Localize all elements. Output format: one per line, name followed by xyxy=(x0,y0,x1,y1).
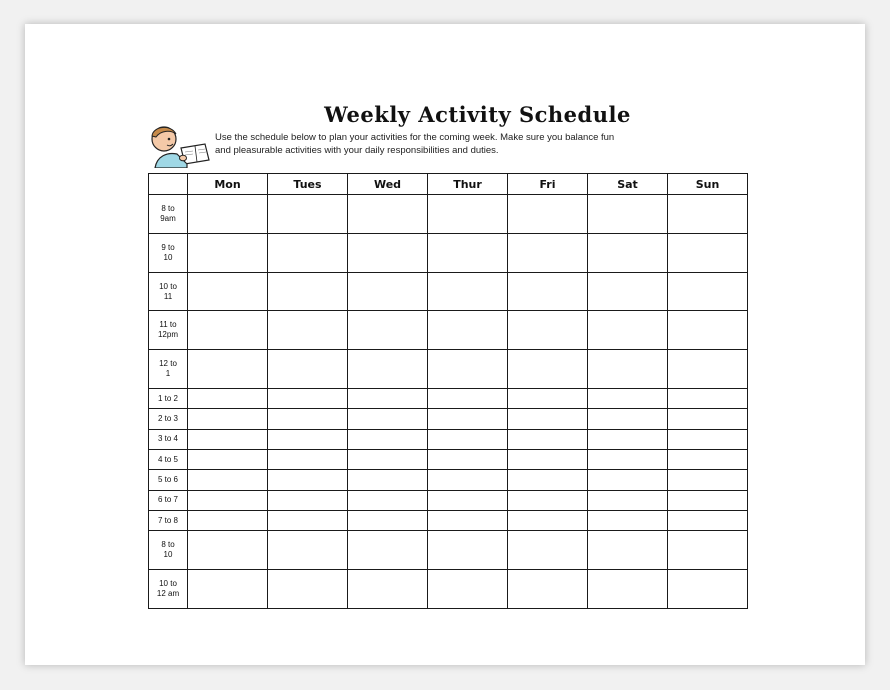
activity-cell-fri[interactable] xyxy=(508,490,588,510)
activity-cell-sat[interactable] xyxy=(588,531,668,570)
corner-cell xyxy=(149,174,188,195)
activity-cell-sun[interactable] xyxy=(668,511,748,531)
activity-cell-tues[interactable] xyxy=(268,350,348,389)
activity-cell-fri[interactable] xyxy=(508,570,588,609)
activity-cell-sat[interactable] xyxy=(588,272,668,311)
activity-cell-thur[interactable] xyxy=(428,272,508,311)
activity-cell-tues[interactable] xyxy=(268,450,348,470)
intro-line: Use the schedule below to plan your activities for the coming week. Make sure you balance fun xyxy=(215,132,615,143)
activity-cell-sat[interactable] xyxy=(588,350,668,389)
day-header-fri: Fri xyxy=(508,174,588,195)
table-row xyxy=(149,409,748,429)
activity-cell-fri[interactable] xyxy=(508,311,588,350)
activity-cell-wed[interactable] xyxy=(348,389,428,409)
time-slot-label: 5 to 6 xyxy=(149,470,188,490)
page-title: Weekly Activity Schedule xyxy=(324,102,631,127)
activity-cell-sat[interactable] xyxy=(588,511,668,531)
activity-cell-sun[interactable] xyxy=(668,195,748,234)
activity-cell-sat[interactable] xyxy=(588,490,668,510)
activity-cell-wed[interactable] xyxy=(348,195,428,234)
activity-cell-wed[interactable] xyxy=(348,490,428,510)
day-header-mon: Mon xyxy=(188,174,268,195)
activity-cell-sat[interactable] xyxy=(588,570,668,609)
time-slot-label: 7 to 8 xyxy=(149,511,188,531)
day-header-thur: Thur xyxy=(428,174,508,195)
activity-cell-sun[interactable] xyxy=(668,570,748,609)
activity-cell-sun[interactable] xyxy=(668,490,748,510)
day-header-tues: Tues xyxy=(268,174,348,195)
schedule-body xyxy=(149,195,748,609)
activity-cell-fri[interactable] xyxy=(508,409,588,429)
activity-cell-wed[interactable] xyxy=(348,531,428,570)
activity-cell-fri[interactable] xyxy=(508,272,588,311)
activity-cell-tues[interactable] xyxy=(268,531,348,570)
activity-cell-thur[interactable] xyxy=(428,570,508,609)
activity-cell-fri[interactable] xyxy=(508,450,588,470)
activity-cell-sat[interactable] xyxy=(588,233,668,272)
activity-cell-sat[interactable] xyxy=(588,389,668,409)
time-slot-label: 10 to 12 am xyxy=(149,570,188,609)
day-header-sun: Sun xyxy=(668,174,748,195)
activity-cell-sat[interactable] xyxy=(588,409,668,429)
time-slot-label: 12 to 1 xyxy=(149,350,188,389)
activity-cell-sun[interactable] xyxy=(668,350,748,389)
activity-cell-mon[interactable] xyxy=(188,531,268,570)
table-row xyxy=(149,389,748,409)
table-row xyxy=(149,470,748,490)
activity-cell-sun[interactable] xyxy=(668,429,748,449)
table-row xyxy=(149,272,748,311)
activity-cell-fri[interactable] xyxy=(508,511,588,531)
activity-cell-fri[interactable] xyxy=(508,233,588,272)
activity-cell-fri[interactable] xyxy=(508,350,588,389)
document-page xyxy=(25,24,865,665)
activity-cell-mon[interactable] xyxy=(188,272,268,311)
activity-cell-thur[interactable] xyxy=(428,311,508,350)
activity-cell-wed[interactable] xyxy=(348,233,428,272)
activity-cell-sat[interactable] xyxy=(588,470,668,490)
activity-cell-wed[interactable] xyxy=(348,350,428,389)
activity-cell-thur[interactable] xyxy=(428,409,508,429)
activity-cell-tues[interactable] xyxy=(268,409,348,429)
reading-boy-icon xyxy=(147,124,219,168)
activity-cell-mon[interactable] xyxy=(188,389,268,409)
activity-cell-wed[interactable] xyxy=(348,570,428,609)
time-slot-label: 1 to 2 xyxy=(149,389,188,409)
activity-cell-sun[interactable] xyxy=(668,389,748,409)
activity-cell-tues[interactable] xyxy=(268,429,348,449)
activity-cell-mon[interactable] xyxy=(188,409,268,429)
table-row xyxy=(149,311,748,350)
activity-cell-tues[interactable] xyxy=(268,233,348,272)
activity-cell-wed[interactable] xyxy=(348,511,428,531)
activity-cell-wed[interactable] xyxy=(348,409,428,429)
table-row xyxy=(149,570,748,609)
activity-cell-tues[interactable] xyxy=(268,195,348,234)
time-slot-label: 3 to 4 xyxy=(149,429,188,449)
table-row xyxy=(149,531,748,570)
activity-cell-sat[interactable] xyxy=(588,429,668,449)
table-row xyxy=(149,429,748,449)
activity-cell-sat[interactable] xyxy=(588,195,668,234)
activity-cell-tues[interactable] xyxy=(268,511,348,531)
activity-cell-fri[interactable] xyxy=(508,429,588,449)
schedule-table xyxy=(148,173,748,609)
activity-cell-wed[interactable] xyxy=(348,470,428,490)
activity-cell-fri[interactable] xyxy=(508,389,588,409)
activity-cell-mon[interactable] xyxy=(188,233,268,272)
intro-text xyxy=(215,131,755,157)
activity-cell-sun[interactable] xyxy=(668,409,748,429)
activity-cell-mon[interactable] xyxy=(188,195,268,234)
activity-cell-mon[interactable] xyxy=(188,470,268,490)
day-header-sat: Sat xyxy=(588,174,668,195)
activity-cell-sat[interactable] xyxy=(588,311,668,350)
activity-cell-fri[interactable] xyxy=(508,470,588,490)
activity-cell-mon[interactable] xyxy=(188,570,268,609)
activity-cell-thur[interactable] xyxy=(428,450,508,470)
table-row xyxy=(149,490,748,510)
time-slot-label: 11 to 12pm xyxy=(149,311,188,350)
activity-cell-wed[interactable] xyxy=(348,450,428,470)
day-header-wed: Wed xyxy=(348,174,428,195)
activity-cell-thur[interactable] xyxy=(428,195,508,234)
intro-line: and pleasurable activities with your daily responsibilities and duties. xyxy=(215,145,499,156)
activity-cell-tues[interactable] xyxy=(268,570,348,609)
time-slot-label: 8 to 10 xyxy=(149,531,188,570)
activity-cell-thur[interactable] xyxy=(428,470,508,490)
activity-cell-wed[interactable] xyxy=(348,429,428,449)
header-row xyxy=(149,174,748,195)
activity-cell-tues[interactable] xyxy=(268,389,348,409)
activity-cell-tues[interactable] xyxy=(268,490,348,510)
activity-cell-mon[interactable] xyxy=(188,511,268,531)
time-slot-label: 2 to 3 xyxy=(149,409,188,429)
activity-cell-mon[interactable] xyxy=(188,429,268,449)
time-slot-label: 6 to 7 xyxy=(149,490,188,510)
time-slot-label: 4 to 5 xyxy=(149,450,188,470)
table-row xyxy=(149,350,748,389)
activity-cell-thur[interactable] xyxy=(428,233,508,272)
activity-cell-thur[interactable] xyxy=(428,531,508,570)
activity-cell-sun[interactable] xyxy=(668,531,748,570)
table-row xyxy=(149,511,748,531)
activity-cell-wed[interactable] xyxy=(348,311,428,350)
activity-cell-thur[interactable] xyxy=(428,429,508,449)
table-row xyxy=(149,233,748,272)
activity-cell-mon[interactable] xyxy=(188,350,268,389)
activity-cell-mon[interactable] xyxy=(188,450,268,470)
activity-cell-mon[interactable] xyxy=(188,311,268,350)
time-slot-label: 10 to 11 xyxy=(149,272,188,311)
activity-cell-tues[interactable] xyxy=(268,272,348,311)
activity-cell-thur[interactable] xyxy=(428,389,508,409)
activity-cell-sun[interactable] xyxy=(668,311,748,350)
activity-cell-sun[interactable] xyxy=(668,233,748,272)
activity-cell-sun[interactable] xyxy=(668,450,748,470)
activity-cell-fri[interactable] xyxy=(508,531,588,570)
table-row xyxy=(149,450,748,470)
activity-cell-mon[interactable] xyxy=(188,490,268,510)
activity-cell-sun[interactable] xyxy=(668,272,748,311)
activity-cell-fri[interactable] xyxy=(508,195,588,234)
time-slot-label: 9 to 10 xyxy=(149,233,188,272)
activity-cell-thur[interactable] xyxy=(428,490,508,510)
activity-cell-tues[interactable] xyxy=(268,311,348,350)
activity-cell-wed[interactable] xyxy=(348,272,428,311)
time-slot-label: 8 to 9am xyxy=(149,195,188,234)
activity-cell-thur[interactable] xyxy=(428,350,508,389)
activity-cell-tues[interactable] xyxy=(268,470,348,490)
activity-cell-thur[interactable] xyxy=(428,511,508,531)
table-row xyxy=(149,195,748,234)
activity-cell-sun[interactable] xyxy=(668,470,748,490)
activity-cell-sat[interactable] xyxy=(588,450,668,470)
